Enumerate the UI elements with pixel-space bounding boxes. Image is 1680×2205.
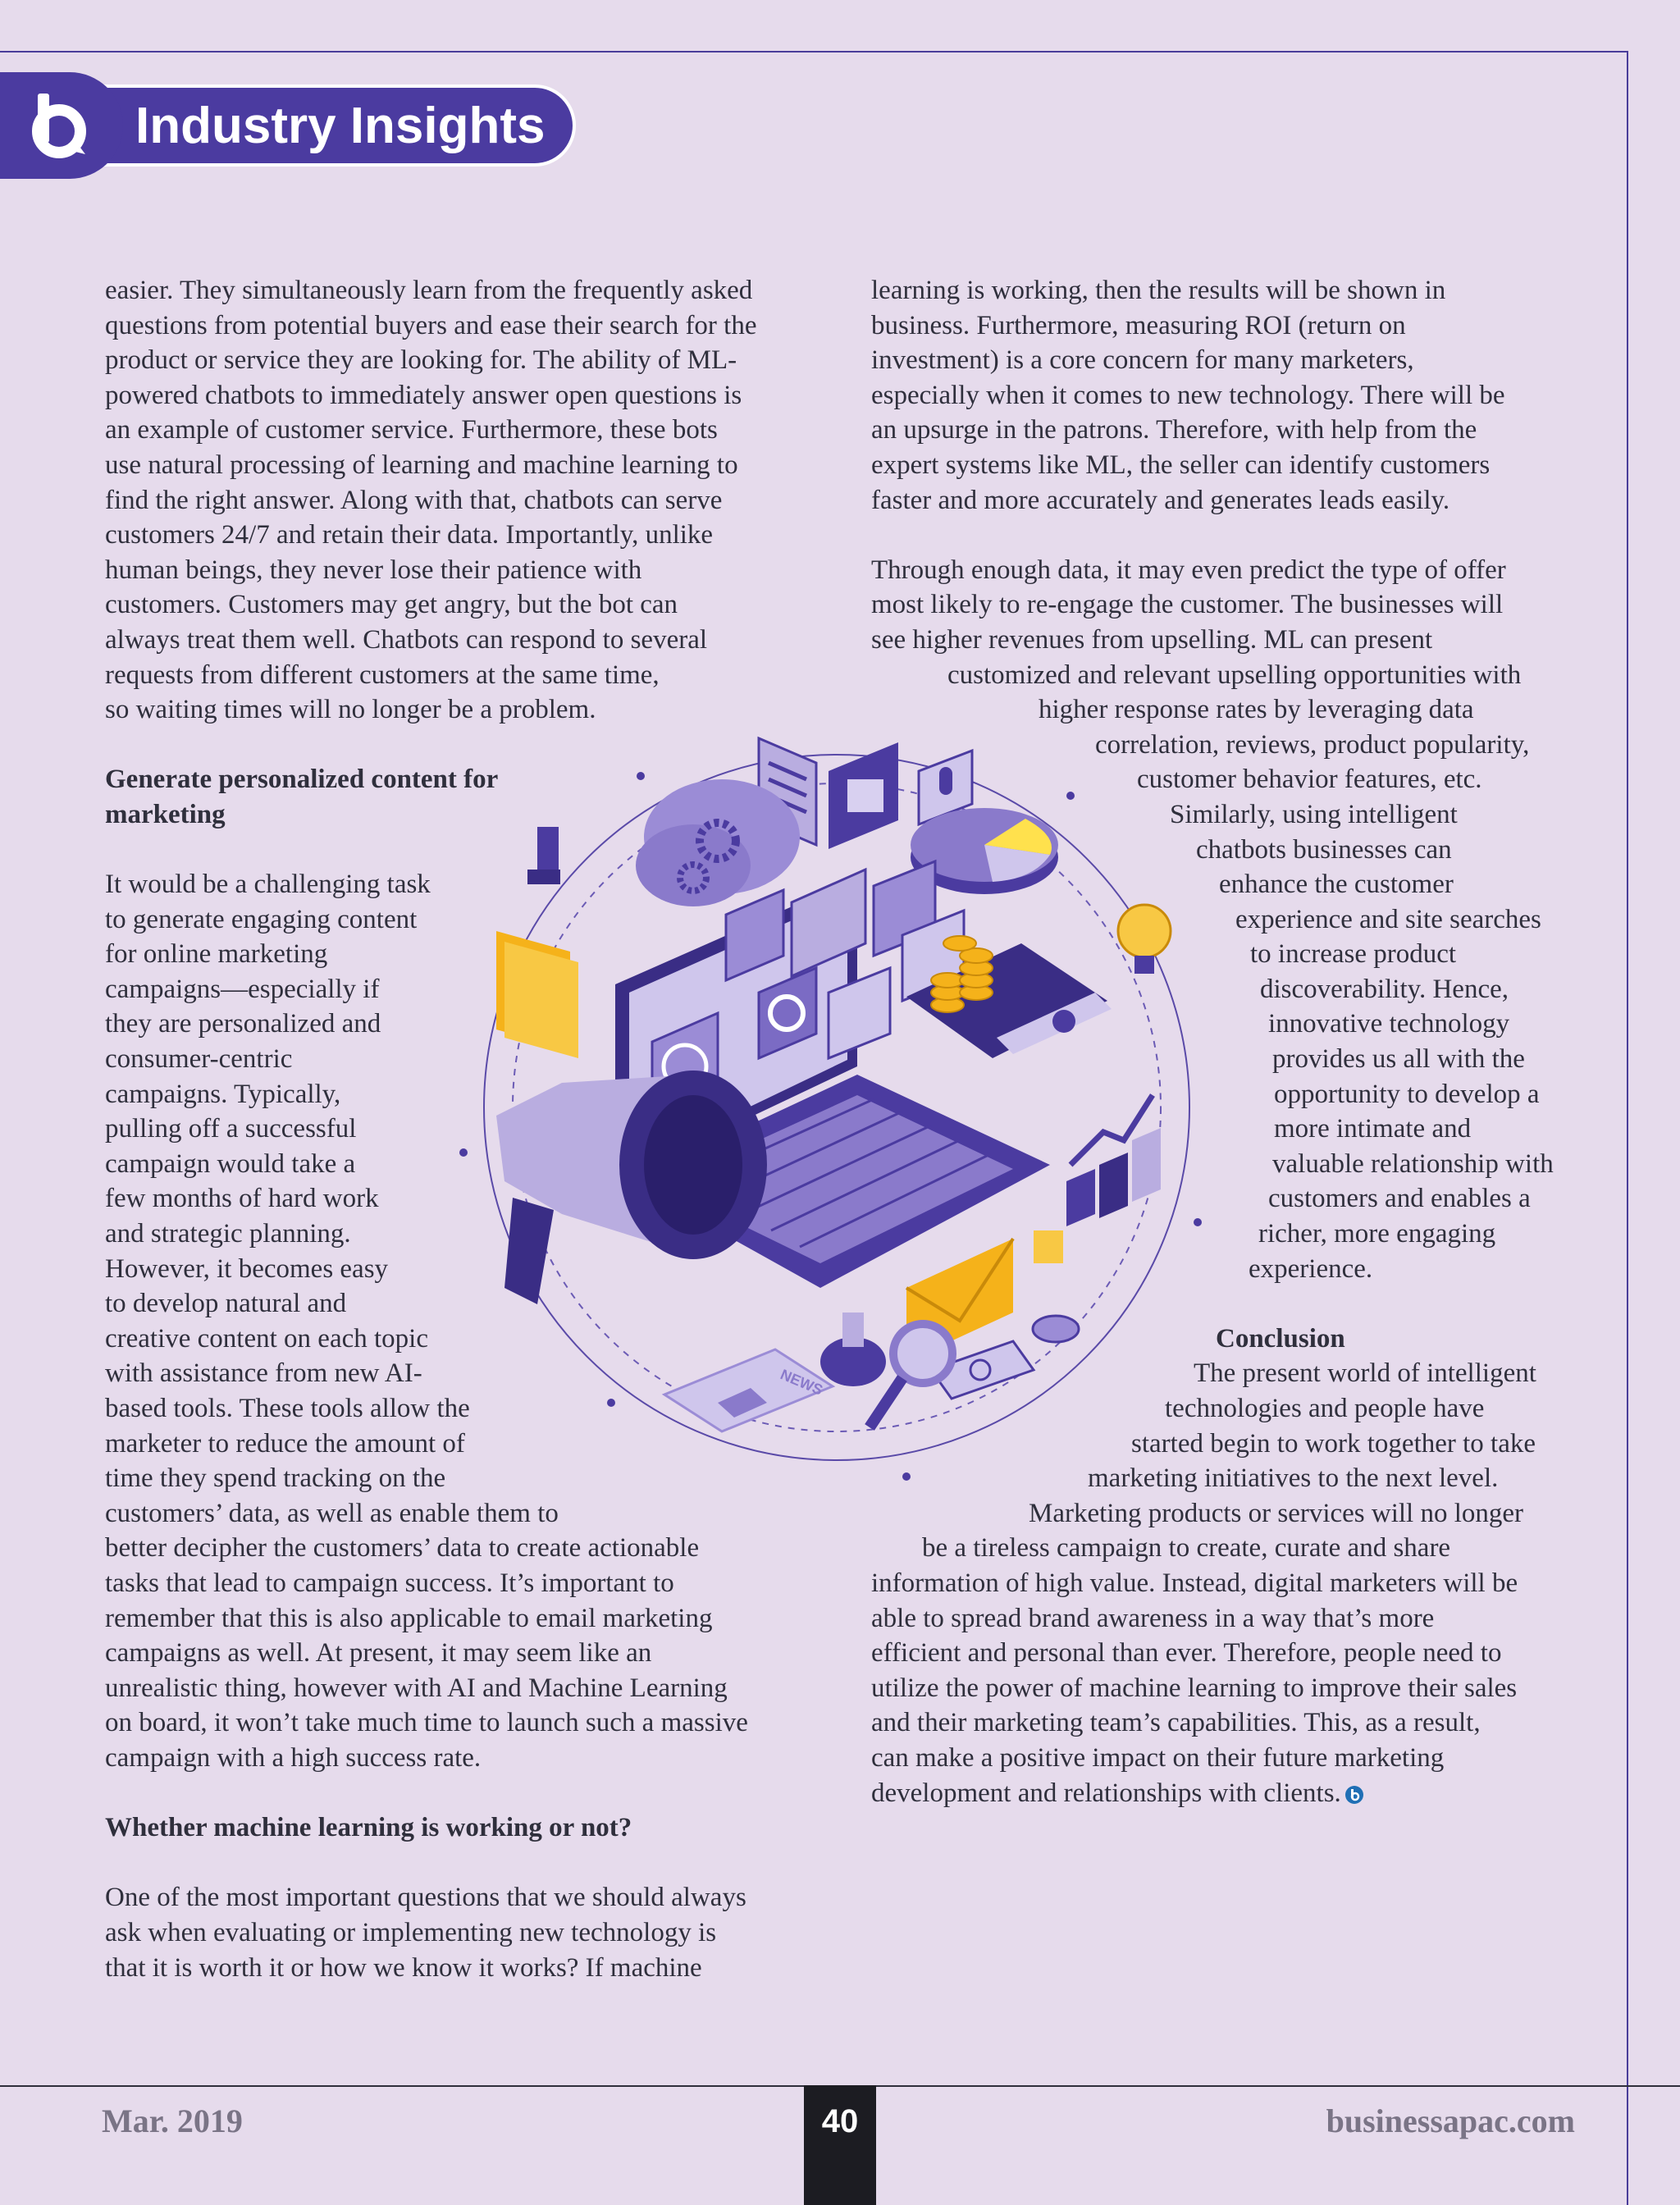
body-text-line: expert systems like ML, the seller can identify customers (871, 450, 1491, 480)
body-text-line: experience and site searches (1235, 904, 1541, 934)
body-text-line: with assistance from new AI- (105, 1358, 422, 1389)
body-text-line: development and relationships with clients. (871, 1776, 1554, 1811)
body-text-line: few months of hard work (105, 1184, 379, 1214)
section-title: Industry Insights (135, 98, 546, 154)
body-text-line: remember that this is also applicable to email marketing (105, 1603, 713, 1633)
body-text-line: richer, more engaging (1258, 1219, 1496, 1249)
section-heading-line: Generate personalized content for (105, 765, 499, 795)
body-text-line: campaigns. Typically, (105, 1079, 341, 1109)
body-text-line: faster and more accurately and generates leads easily. (871, 485, 1450, 515)
body-text-line: unrealistic thing, however with AI and Machine Learning (105, 1673, 728, 1703)
body-text-line: be a tireless campaign to create, curate and share (922, 1533, 1451, 1564)
body-text-line: The present world of intelligent (1194, 1358, 1536, 1389)
body-text-line: human beings, they never lose their patience with (105, 555, 642, 585)
body-text-line: an example of customer service. Furthermore, these bots (105, 415, 718, 445)
body-text-line: customized and relevant upselling opportunities with (947, 660, 1522, 690)
folder-icon (496, 931, 578, 1058)
issue-date: Mar. 2019 (102, 2102, 243, 2139)
body-text-line: find the right answer. Along with that, chatbots can serve (105, 485, 723, 515)
body-text-line: creative content on each topic (105, 1323, 428, 1354)
brand-logo (0, 72, 123, 179)
section-heading-line: marketing (105, 799, 226, 829)
body-text-line: see higher revenues from upselling. ML can present (871, 624, 1433, 655)
body-text-line: provides us all with the (1272, 1044, 1525, 1075)
body-text-line: that it is worth it or how we know it works? If machine (105, 1952, 702, 1983)
body-text-line: marketer to reduce the amount of (105, 1428, 465, 1459)
body-text-line: learning is working, then the results will be shown in (871, 276, 1446, 305)
paragraph-gap (105, 1846, 756, 1881)
body-text-line: more intimate and (1274, 1114, 1472, 1144)
body-text-line: chatbots businesses can (1196, 834, 1452, 865)
chess-piece-icon (527, 827, 560, 884)
body-text-line: to develop natural and (105, 1289, 347, 1319)
body-text-line: time they spend tracking on the (105, 1463, 446, 1494)
lightbulb-icon (1118, 905, 1171, 974)
body-text-line: enhance the customer (1219, 870, 1454, 900)
body-text-line: campaign would take a (105, 1148, 356, 1179)
flask-icon (820, 1312, 886, 1386)
body-text-line: better decipher the customers’ data to create actionable (105, 1533, 700, 1564)
body-text-line: an upsurge in the patrons. Therefore, with help from the (871, 415, 1477, 445)
body-text-line: marketing initiatives to the next level. (1088, 1463, 1499, 1494)
body-text-line: experience. (1249, 1253, 1373, 1284)
body-text-line: able to spread brand awareness in a way that’s more (871, 1603, 1435, 1633)
body-text-line: tasks that lead to campaign success. It’s important to (105, 1568, 674, 1598)
body-text-line: especially when it comes to new technology. There will be (871, 380, 1505, 410)
brand-b-icon (0, 72, 123, 179)
body-text-line: and their marketing team’s capabilities. This, as a result, (871, 1708, 1481, 1738)
body-text-line: investment) is a core concern for many marketers, (871, 345, 1414, 376)
body-text-line: valuable relationship with (1272, 1148, 1554, 1179)
body-text-line: campaigns—especially if (105, 974, 380, 1004)
frame-right-rule (1627, 51, 1628, 2205)
body-text-line: based tools. These tools allow the (105, 1394, 470, 1423)
body-text-line: innovative technology (1268, 1009, 1510, 1039)
body-text-line: easier. They simultaneously learn from the frequently asked (105, 276, 753, 305)
body-text-line: campaign with a high success rate. (105, 1742, 482, 1773)
body-text-line: started begin to work together to take (1131, 1428, 1536, 1459)
section-heading-line: Conclusion (1216, 1323, 1345, 1354)
body-text-line: requests from different customers at the same time, (105, 660, 660, 690)
body-text-line: customers 24/7 and retain their data. Importantly, unlike (105, 520, 714, 550)
body-text-line: efficient and personal than ever. Therefore, people need to (871, 1638, 1502, 1669)
body-text-line: customers. Customers may get angry, but the bot can (105, 590, 678, 620)
body-text-line: discoverability. Hence, (1260, 974, 1509, 1004)
body-text-line: use natural processing of learning and machine learning to (105, 450, 738, 480)
body-text-line: can make a positive impact on their future marketing (871, 1742, 1445, 1773)
body-text-line: correlation, reviews, product popularity, (1095, 729, 1530, 760)
body-text-line: campaigns as well. At present, it may seem like an (105, 1638, 652, 1669)
body-text-line: customer behavior features, etc. (1137, 765, 1482, 795)
body-text-line: for online marketing (105, 939, 328, 970)
body-text-line: to generate engaging content (105, 904, 418, 934)
website-url[interactable]: businessapac.com (1326, 2102, 1575, 2139)
paragraph-gap (871, 518, 1554, 553)
marketing-illustration (447, 722, 1218, 1509)
body-text-line: they are personalized and (105, 1009, 381, 1039)
body-text-line: utilize the power of machine learning to improve their sales (871, 1673, 1518, 1703)
body-text-line: ask when evaluating or implementing new technology is (105, 1917, 717, 1947)
body-text-line: to increase product (1250, 939, 1457, 970)
body-text-line: Similarly, using intelligent (1170, 799, 1458, 829)
body-text-line: One of the most important questions that we should always (105, 1883, 746, 1913)
body-text-line: higher response rates by leveraging data (1039, 695, 1474, 725)
body-text-line: questions from potential buyers and ease their search for the (105, 310, 757, 340)
body-text-line: so waiting times will no longer be a problem. (105, 695, 596, 725)
body-text-line: pulling off a successful (105, 1114, 357, 1144)
body-text-line: Marketing products or services will no longer (1029, 1498, 1524, 1528)
body-text-line: It would be a challenging task (105, 870, 431, 900)
body-text-line: product or service they are looking for. The ability of ML- (105, 345, 737, 376)
body-text-line: information of high value. Instead, digital marketers will be (871, 1568, 1518, 1598)
body-text-line: business. Furthermore, measuring ROI (return on (871, 310, 1406, 340)
section-heading-line: Whether machine learning is working or not? (105, 1813, 632, 1843)
cloud-gears-icon (636, 779, 800, 906)
body-text-line: powered chatbots to immediately answer open questions is (105, 380, 742, 410)
body-text-line: technologies and people have (1165, 1394, 1485, 1423)
body-text-line: However, it becomes easy (105, 1253, 389, 1284)
body-text-line: customers and enables a (1268, 1184, 1531, 1214)
body-text-line: Through enough data, it may even predict the type of offer (871, 555, 1506, 585)
growth-chart-icon (1034, 1095, 1161, 1263)
newspaper-news-label: NEWS (778, 1366, 825, 1399)
magnifier-icon (870, 1324, 952, 1427)
body-text-line: and strategic planning. (105, 1219, 351, 1249)
bank-icon (829, 742, 898, 849)
frame-top-rule (0, 51, 1628, 52)
megaphone-icon (496, 1071, 767, 1304)
page-number-box (804, 2085, 876, 2205)
body-text-line: opportunity to develop a (1274, 1079, 1540, 1109)
body-text-line: always treat them well. Chatbots can respond to several (105, 624, 708, 655)
body-text-line: customers’ data, as well as enable them to (105, 1498, 559, 1528)
end-of-article-icon (1344, 1785, 1364, 1805)
paragraph-gap (105, 1776, 756, 1811)
body-text-line: consumer-centric (105, 1044, 293, 1075)
page-number: 40 (821, 2103, 859, 2139)
body-text-line: on board, it won’t take much time to launch such a massive (105, 1708, 748, 1738)
newspaper-icon (664, 1349, 833, 1431)
body-text-line: most likely to re-engage the customer. The businesses will (871, 590, 1504, 620)
